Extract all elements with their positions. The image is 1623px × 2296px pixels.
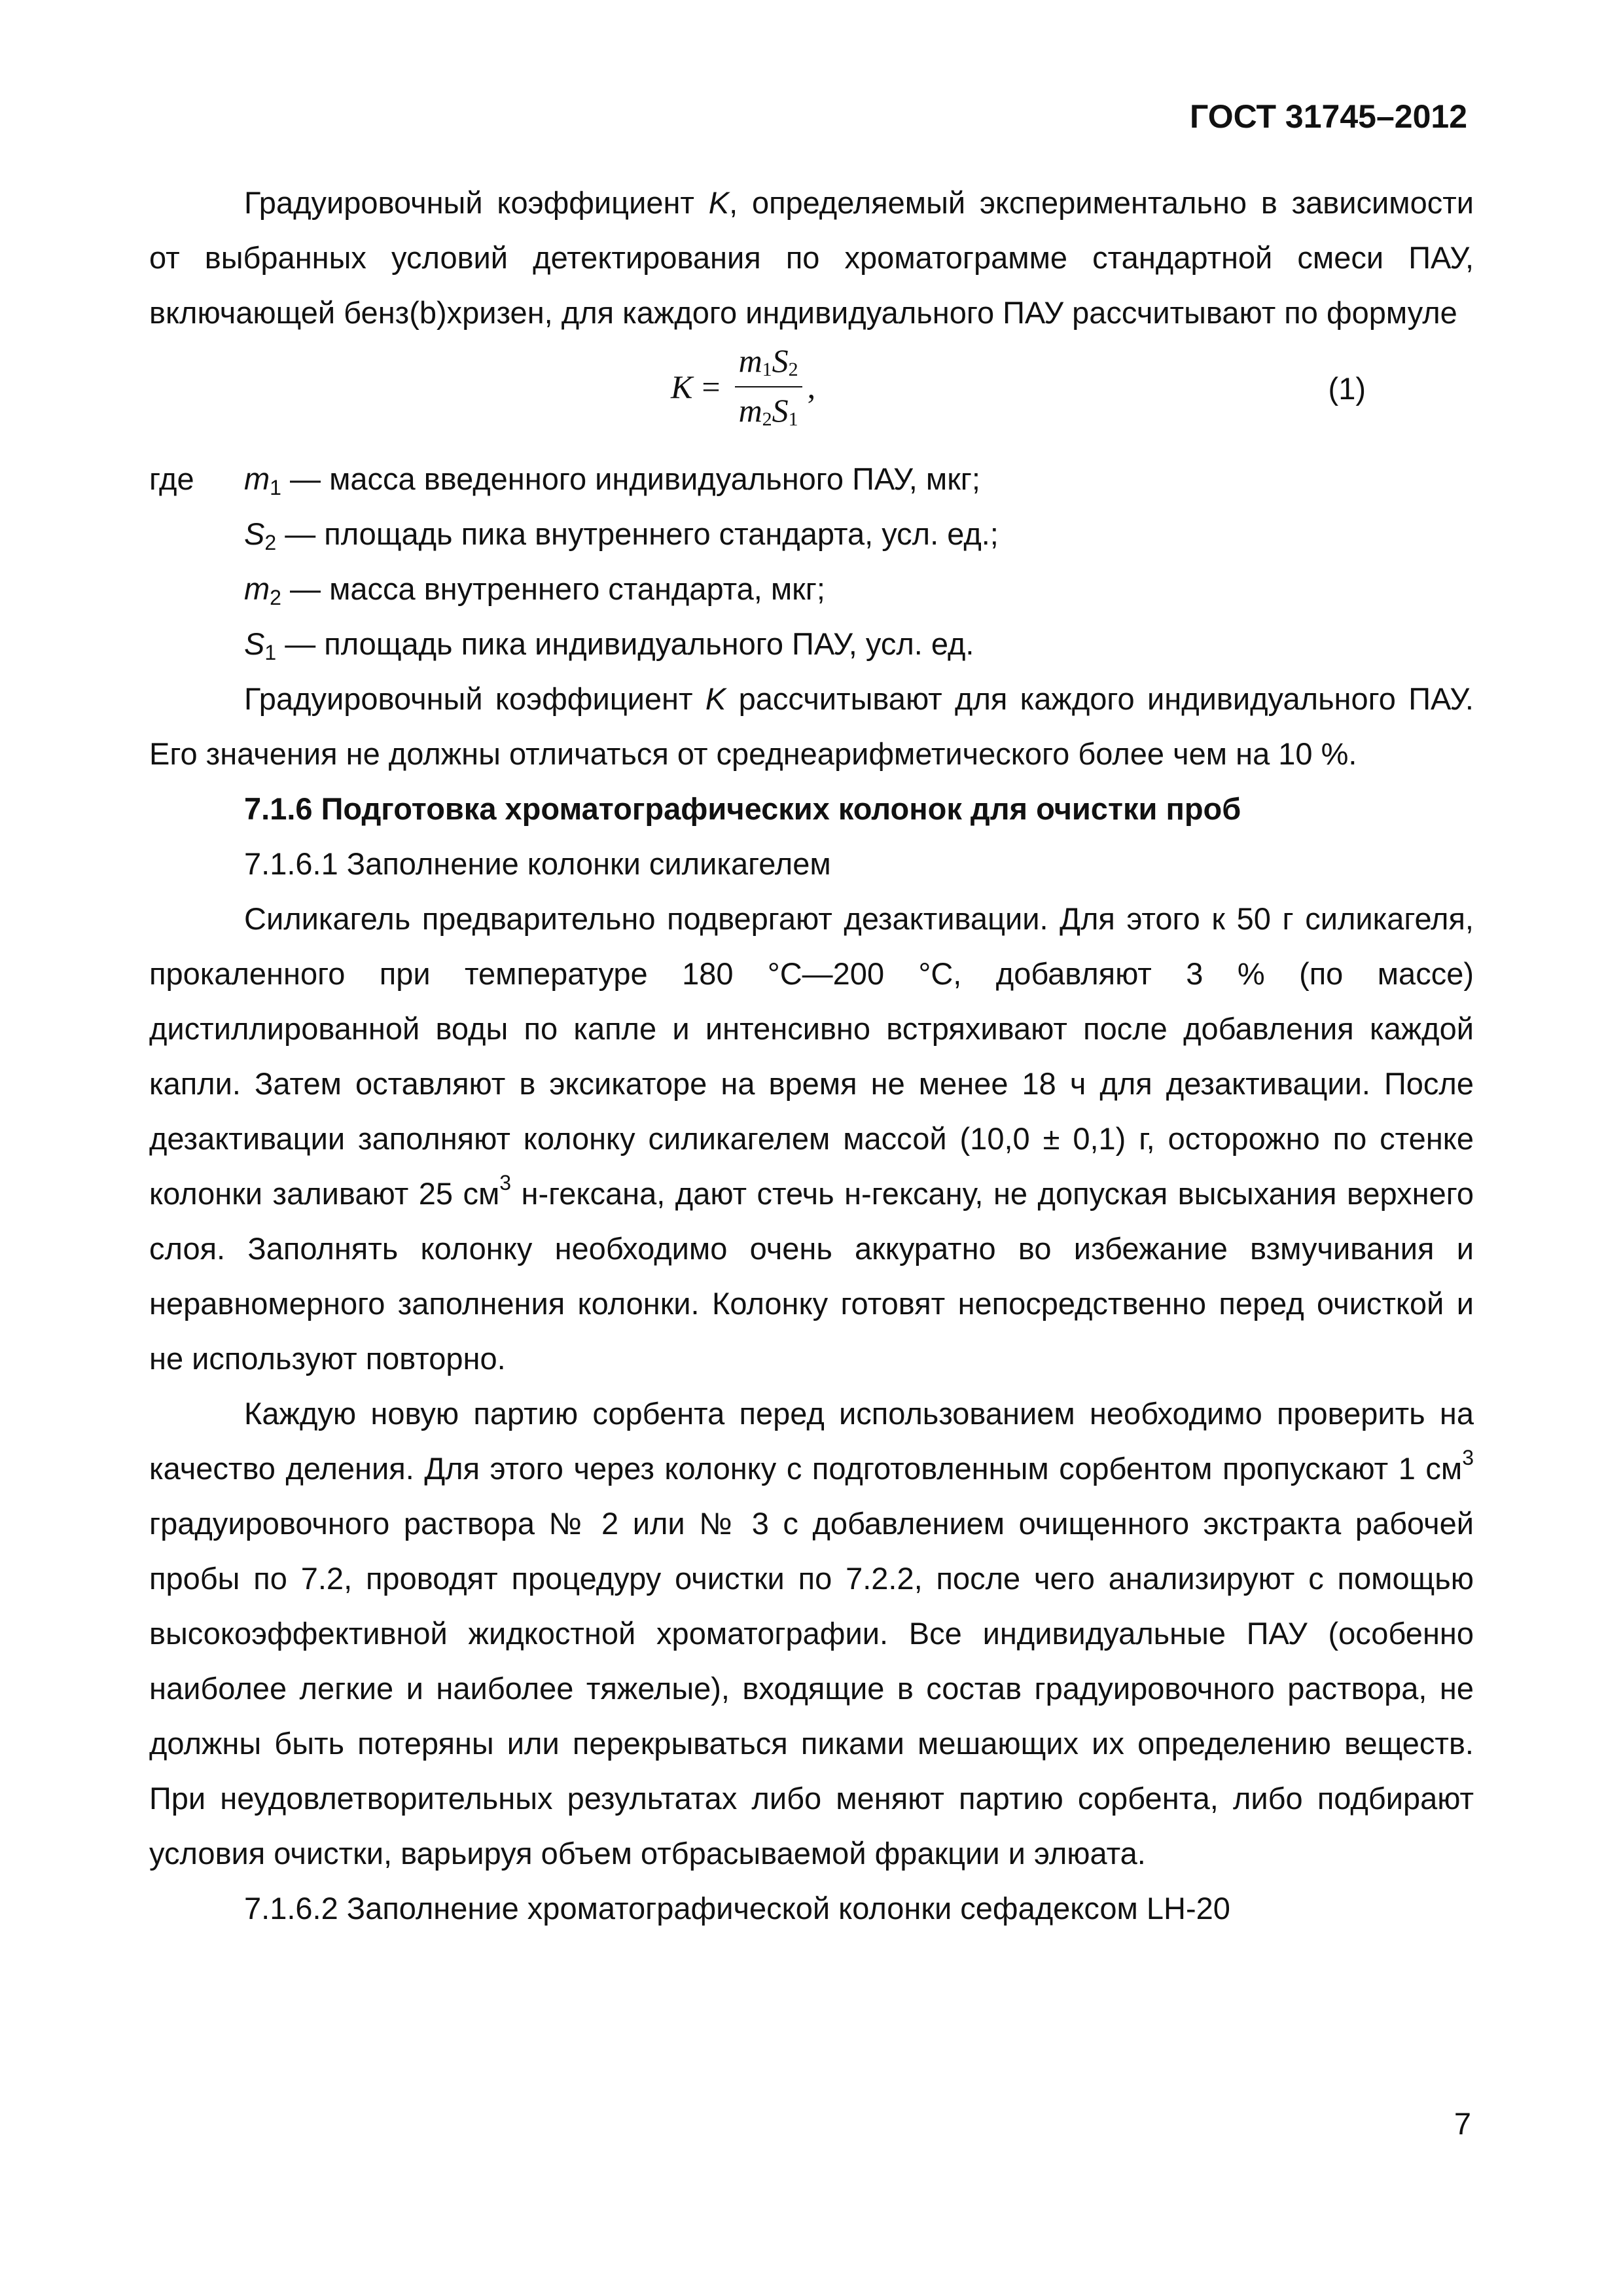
text-segment: Силикагель предварительно подвергают дезактивации. Для этого к 50 г силикагеля, прокаленного при температуре 180 °С—200 °С, добавляют 3 % (по массе) дистиллированной воды по капле и интенсивно встряхивают после добавления каждой капли. Затем оставляют в эксикаторе на время не менее 18 ч для дезактивации. После дезактивации заполняют колонку силикагелем массой (10,0 ± 0,1) г, осторожно по стенке колонки заливают 25 см xyxy=(149,901,1474,1211)
where-item xyxy=(149,452,1474,507)
where-text: — масса внутреннего стандарта, мкг; xyxy=(281,571,825,606)
document-body xyxy=(149,175,1474,1936)
num-s-sub: 2 xyxy=(788,359,798,380)
num-s: S xyxy=(772,342,789,379)
where-symbol-sub: 1 xyxy=(264,641,277,664)
paragraph-sorbent-check xyxy=(149,1386,1474,1881)
where-symbol: m xyxy=(244,571,270,606)
document-code-header: ГОСТ 31745–2012 xyxy=(1190,98,1467,135)
text-segment: н-гексана, дают стечь н-гексану, не допуская высыхания верхнего слоя. Заполнять колонку необходимо очень аккуратно во избежание взмучивания и неравномерного заполнения колонки. Колонку готовят непосредственно перед очисткой и не используют повторно. xyxy=(149,1176,1474,1376)
where-item xyxy=(149,507,1474,562)
variable-k: K xyxy=(705,681,726,716)
where-item xyxy=(149,562,1474,617)
where-symbol-sub: 1 xyxy=(270,476,281,499)
where-symbol-sub: 2 xyxy=(270,586,281,609)
text-segment: градуировочного раствора № 2 или № 3 с добавлением очищенного экстракта рабочей пробы по 7.2, проводят процедуру очистки по 7.2.2, после чего анализируют с помощью высокоэффективной жидкостной хроматографии. Все индивидуальные ПАУ (особенно наиболее легкие и наиболее тяжелые), входящие в состав градуировочного раствора, не должны быть потеряны или перекрываться пиками мешающих их определению веществ. При неудовлетворительных результатах либо меняют партию сорбента, либо подбирают условия очистки, варьируя объем отбрасываемой фракции и элюата. xyxy=(149,1506,1474,1871)
where-item xyxy=(149,617,1474,672)
superscript: 3 xyxy=(1462,1446,1474,1469)
subsection-heading-sephadex: 7.1.6.2 Заполнение хроматографической колонки сефадексом LH-20 xyxy=(244,1891,1230,1926)
formula-equals: = xyxy=(702,368,721,405)
subsection-heading-silica: 7.1.6.1 Заполнение колонки силикагелем xyxy=(244,846,831,881)
formula-number: (1) xyxy=(1328,371,1366,406)
formula-denominator xyxy=(735,386,802,429)
where-label: где xyxy=(149,461,194,496)
where-symbol: S xyxy=(244,516,265,551)
text-segment: Градуировочный коэффициент xyxy=(244,681,705,716)
num-m-sub: 1 xyxy=(762,359,772,380)
text-segment: рассчитывают для каждого индивидуального ПАУ. Его значения не должны отличаться от среднеарифметического более чем на 10 %. xyxy=(149,681,1474,771)
where-symbol: S xyxy=(244,626,265,661)
where-symbol-sub: 2 xyxy=(264,531,277,554)
formula-row xyxy=(149,340,1474,452)
den-m-sub: 2 xyxy=(762,408,772,430)
where-text: — площадь пика внутреннего стандарта, усл. ед.; xyxy=(276,516,999,551)
where-text: — масса введенного индивидуального ПАУ, мкг; xyxy=(281,461,980,496)
formula-fraction xyxy=(735,344,802,429)
formula-comma: , xyxy=(807,368,816,405)
text-segment: , определяемый экспериментально в зависимости от выбранных условий детектирования по хроматограмме стандартной смеси ПАУ, включающей бенз(b)хризен, для каждого индивидуального ПАУ рассчитывают по формуле xyxy=(149,185,1474,330)
variable-k: K xyxy=(708,185,730,220)
formula-k xyxy=(671,344,815,429)
paragraph-calibration-coefficient xyxy=(149,175,1474,340)
where-symbol: m xyxy=(244,461,270,496)
text-segment: Градуировочный коэффициент xyxy=(244,185,709,220)
where-text: — площадь пика индивидуального ПАУ, усл. ед. xyxy=(276,626,974,661)
page-number: 7 xyxy=(1454,2106,1471,2141)
num-m: m xyxy=(738,342,762,379)
superscript: 3 xyxy=(499,1171,512,1194)
text-segment: Каждую новую партию сорбента перед использованием необходимо проверить на качество деления. Для этого через колонку с подготовленным сорбентом пропускают 1 см xyxy=(149,1396,1474,1486)
den-m: m xyxy=(738,392,762,429)
paragraph-coefficient-deviation xyxy=(149,672,1474,781)
formula-lhs: K xyxy=(671,368,693,405)
where-block xyxy=(149,452,1474,672)
paragraph-silica-deactivation xyxy=(149,891,1474,1386)
formula-numerator xyxy=(735,344,802,386)
den-s-sub: 1 xyxy=(788,408,798,430)
den-s: S xyxy=(772,392,789,429)
section-heading: 7.1.6 Подготовка хроматографических колонок для очистки проб xyxy=(244,791,1241,826)
